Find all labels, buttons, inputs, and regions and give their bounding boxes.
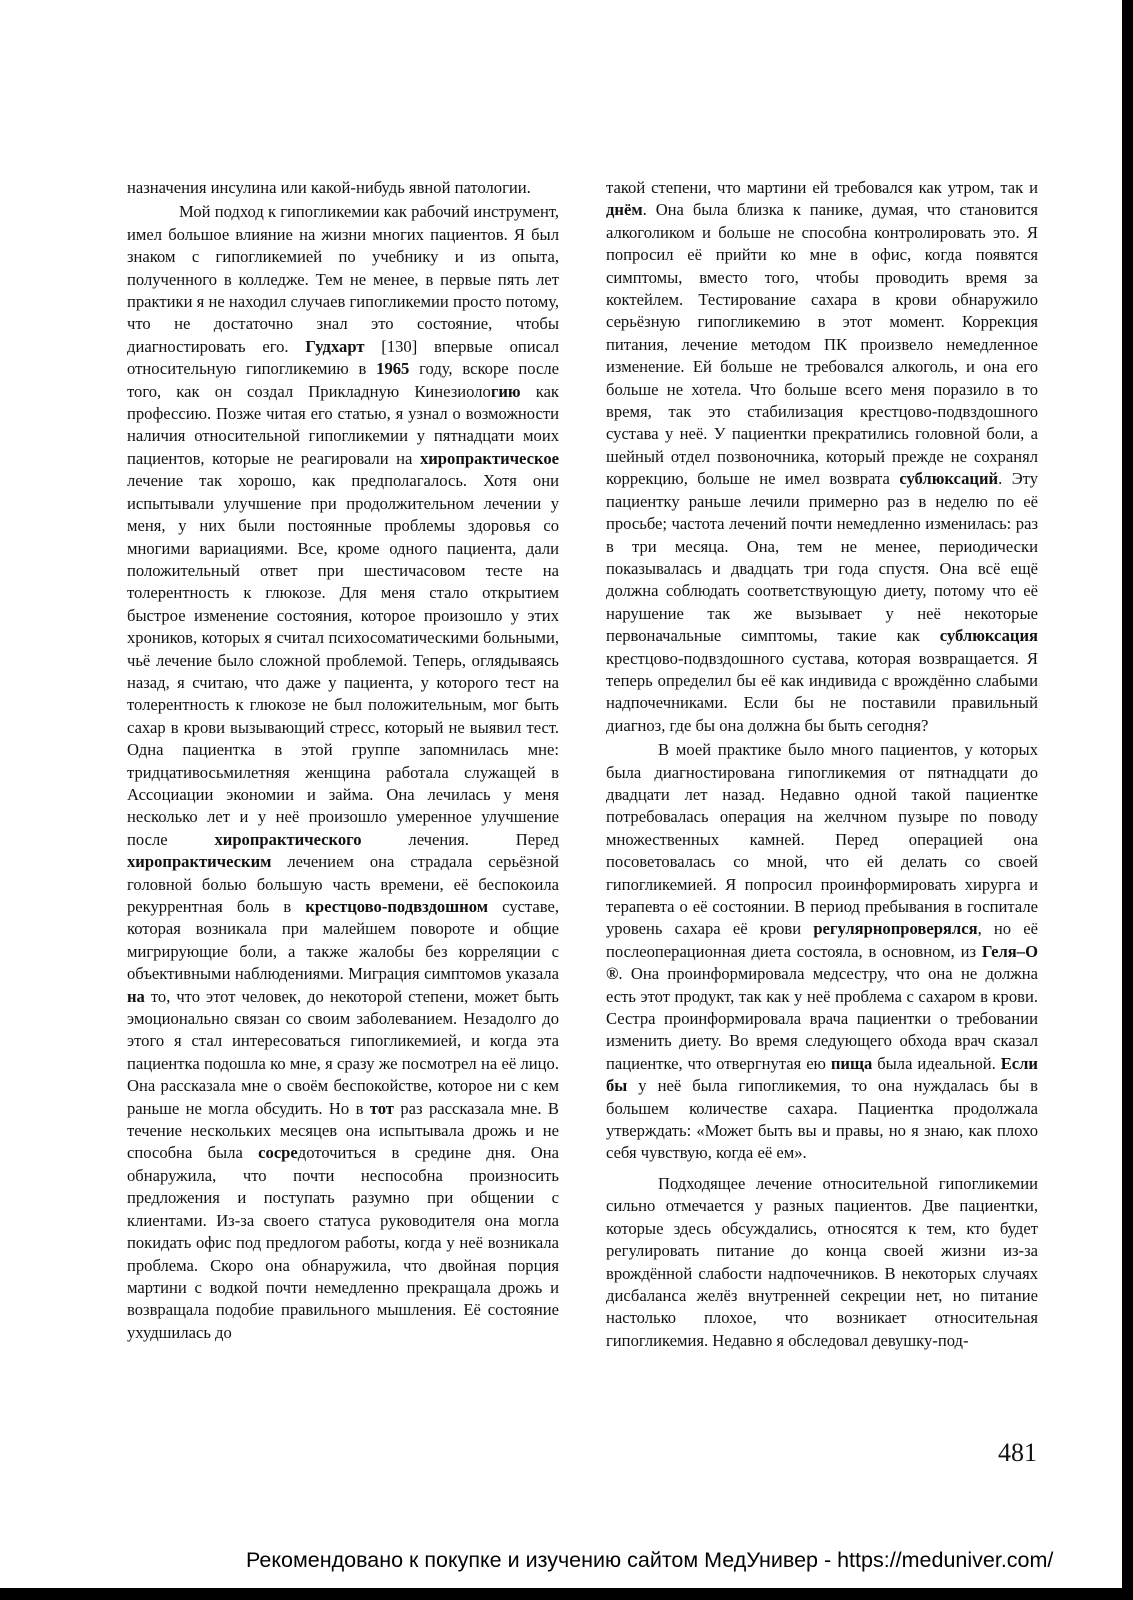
emphasis-sosre: сосре (258, 1143, 298, 1163)
left-column (127, 177, 559, 1346)
emphasis-tot: тот (369, 1098, 394, 1118)
emphasis-sacroiliac: крестцово-подвздошном (305, 897, 488, 916)
scan-right-border (1122, 0, 1133, 1600)
emphasis-subluxations: сублюксаций (899, 469, 999, 489)
page-number: 481 (998, 1438, 1037, 1467)
paragraph-treatment: Подходящее лечение относительной гипогликемии сильно отмечается у разных пациентов. Две пациентки, которые здесь обсуждались, относятся к тем, кто будет регулировать питание до конца своей жизни из-за врождённой слабости надпочечников. В некоторых случаях дисбаланса желёз внутренней секреции нет, но питание настолько плохое, что возникает относительная гипогликемия. Недавно я обследовал девушку-под- (606, 1173, 1038, 1350)
emphasis-goodheart: Гудхарт (305, 336, 365, 356)
footer-watermark-text: Рекомендовано к покупке и изучению сайтом МедУнивер - https://meduniver.com/ (246, 1548, 1054, 1572)
emphasis-subluxation: сублюксация (939, 626, 1038, 646)
emphasis-day: днём (606, 200, 643, 220)
emphasis-gy: гию (490, 381, 521, 401)
right-column (606, 177, 1038, 1354)
emphasis-regularly-checked: регулярнопроверялся (813, 919, 978, 939)
paragraph-continuation: назначения инсулина или какой-нибудь явной патологии. (127, 178, 531, 197)
emphasis-na: на (127, 986, 145, 1006)
emphasis-year: 1965 (376, 359, 410, 379)
emphasis-chiropractic-2: хиропрактического (214, 829, 362, 849)
paragraph-martini-continuation: такой степени, что мартини ей требовался как утром, так и днём. Она была близка к панике, думая, что становится алкоголиком и больше не способна контролировать это. Я попросил её прийти ко мне в офис, когда появятся симптомы, вместо того, чтобы проводить время за коктейлем. Тестирование сахара в крови обнаружило серьёзную гипогликемию в этот момент. Коррекция питания, лечение методом ПК произвело немедленное изменение. Ей больше не требовался алкоголь, и она его больше не хотела. Что больше всего меня поразило в то время, так это стабилизация крестцово-подвздошного сустава у неё. У пациентки прекратились головной боли, а шейный отдел позвоночника, который прежде не сохранял коррекцию, больше не имел возврата сублюксаций. Эту пациентку раньше лечили примерно раз в неделю по её просьбе; частота лечений почти немедленно изменилась: раз в три месяца. Она, тем не менее, периодически показывалась и двадцать три года спустя. Она всё ещё должна соблюдать соответствующую диету, потому что её нарушение так же вызывает у неё некоторые первоначальные симптомы, такие как сублюксация крестцово-подвздошного сустава, которая возвращается. Я теперь определил бы её как индивида с врождённо слабыми надпочечниками. Если бы не поставили правильный диагноз, где бы она должна бы быть сегодня? (606, 178, 1038, 735)
paragraph-hypoglycemia-approach: Мой подход к гипогликемии как рабочий инструмент, имел большое влияние на жизни многих пациентов. Я был знаком с гипогликемией по учебнику и из опыта, полученного в колледже. Тем не менее, в первые пять лет практики я не находил случаев гипогликемии просто потому, что не достаточно знал это состояние, чтобы диагностировать его. Гудхарт [130] впервые описал относительную гипогликемию в 1965 году, вскоре после того, как он создал Прикладную Кинезиологию как профессию. Позже читая его статью, я узнал о возможности наличия относительной гипогликемии у пятнадцати моих пациентов, которые не реагировали на хиропрактическое лечение так хорошо, как предполагалось. Хотя они испытывали улучшение при продолжительном лечении у меня, у них были постоянные проблемы здоровья со многими вариациями. Все, кроме одного пациента, дали положительный ответ при шестичасовом тесте на толерентность к глюкозе. Для меня стало открытием быстрое изменение состояния, которое произошло у этих хроников, которых я считал психосоматическими больными, чьё лечение было сложной проблемой. Теперь, оглядываясь назад, я считаю, что даже у пациента, у которого тест на толерентность к глюкозе не был положительным, мог быть сахар в крови вызывающий стресс, который не выявил тест. Одна пациентка в этой группе запомнилась мне: тридцативосьмилетняя женщина работала служащей в Ассоциации экономии и займа. Она лечилась у меня несколько лет и у неё произошло умеренное улучшение после хиропрактического лечения. Перед хиропрактическим лечением она страдала серьёзной головной болью большую часть времени, её беспокоила рекуррентная боль в крестцово-подвздошном суставе, которая возникала при малейшем повороте и общие мигрирующие боли, а также жалобы без корреляции с объективными наблюдениями. Миграция симптомов указала на то, что этот человек, до некоторой степени, может быть эмоционально связан со своим заболеванием. Незадолго до этого я стал интересоваться гипогликемией, и когда эта пациентка подошла ко мне, я сразу же посмотрел на её лицо. Она рассказала мне о своём беспокойстве, которое ни с кем раньше не могла обсудить. Но в тот раз рассказала мне. В течение нескольких месяцев она испытывала дрожь и не способна была сосредоточиться в средине дня. Она обнаружила, что почти неспособна произносить предложения и поступать разумно при общении с клиентами. Из-за своего статуса руководителя она могла покидать офис под предлогом работы, когда у неё возникала проблема. Скоро она обнаружила, что двойная порция мартини с водкой почти немедленно прекращала дрожь и возвращала подобие правильного мышления. Её состояние ухудшилась до (127, 202, 560, 1342)
emphasis-food: пища (830, 1053, 873, 1073)
emphasis-chiropractic-3: хиропрактическим (127, 852, 272, 872)
scan-bottom-border (0, 1588, 1133, 1600)
emphasis-chiropractic: хиропрактическое (419, 448, 559, 468)
emphasis-if: Если бы (606, 1053, 1038, 1096)
emphasis-jell-o: Геля–О ® (606, 941, 1038, 984)
paragraph-gallbladder-patient: В моей практике было много пациентов, у которых была диагностирована гипогликемия от пятнадцати до двадцати лет назад. Недавно одной такой пациентке потребовалась операция на желчном пузыре по поводу множественных камней. Перед операцией она посоветовалась со мной, что ей делать со своей гипогликемией. Я попросил проинформировать хирурга и терапевта о её состоянии. В период пребывания в госпитале уровень сахара её крови регулярнопроверялся, но её послеоперационная диета состояла, в основном, из Геля–О ®. Она проинформировала медсестру, что она не должна есть этот продукт, так как у неё проблема с сахаром в крови. Сестра проинформировала врача пациентки о требовании изменить диету. Во время следующего обхода врач сказал пациентке, что отвергнутая ею пища была идеальной. Если бы у неё была гипогликемия, то она нуждалась бы в большем количестве сахара. Пациентка продолжала утверждать: «Может быть вы и правы, но я знаю, как плохо себя чувствую, когда её ем». (606, 740, 1038, 1163)
